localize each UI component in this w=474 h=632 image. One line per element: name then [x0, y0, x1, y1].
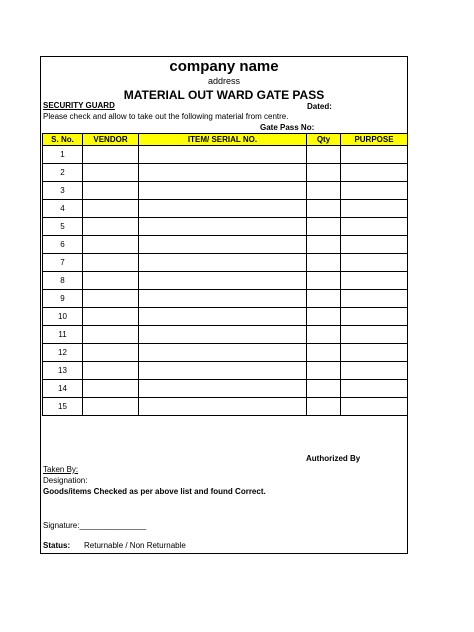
table-row [43, 200, 408, 218]
table-cell [139, 146, 307, 164]
table-cell [83, 380, 139, 398]
authorized-by-label: Authorized By [306, 454, 361, 463]
company-name: company name [169, 58, 279, 75]
table-cell [341, 254, 408, 272]
table-cell [307, 182, 341, 200]
status-value: Returnable / Non Returnable [84, 541, 186, 550]
serial-number-cell: 14 [43, 380, 83, 398]
dated-label: Dated: [307, 102, 332, 111]
table-cell [307, 254, 341, 272]
serial-number-cell: 15 [43, 398, 83, 416]
table-cell [139, 326, 307, 344]
table-cell [139, 254, 307, 272]
serial-number-cell: 1 [43, 146, 83, 164]
table-cell [341, 398, 408, 416]
table-cell [307, 236, 341, 254]
serial-number-cell: 2 [43, 164, 83, 182]
material-table [42, 133, 408, 416]
table-cell [139, 236, 307, 254]
table-cell [307, 398, 341, 416]
taken-by-label: Taken By: [43, 465, 79, 474]
table-cell [307, 308, 341, 326]
table-cell [307, 290, 341, 308]
table-cell [83, 236, 139, 254]
table-row [43, 362, 408, 380]
table-row [43, 308, 408, 326]
column-header: Qty [307, 134, 341, 146]
signature-line: Signature:_______________ [43, 521, 147, 530]
table-cell [83, 398, 139, 416]
serial-number-cell: 13 [43, 362, 83, 380]
table-row [43, 236, 408, 254]
table-cell [307, 362, 341, 380]
table-row [43, 146, 408, 164]
gate-pass-no-label: Gate Pass No: [260, 123, 315, 132]
company-address: address [207, 76, 241, 86]
table-row [43, 398, 408, 416]
table-cell [139, 380, 307, 398]
serial-number-cell: 9 [43, 290, 83, 308]
serial-number-cell: 5 [43, 218, 83, 236]
table-cell [139, 290, 307, 308]
table-cell [341, 236, 408, 254]
table-row [43, 344, 408, 362]
table-row [43, 254, 408, 272]
serial-number-cell: 4 [43, 200, 83, 218]
table-header-row [43, 134, 408, 146]
designation-label: Designation: [43, 476, 88, 485]
column-header: S. No. [43, 134, 83, 146]
table-cell [139, 362, 307, 380]
table-cell [83, 146, 139, 164]
table-cell [307, 164, 341, 182]
table-cell [341, 272, 408, 290]
table-cell [139, 344, 307, 362]
table-cell [341, 200, 408, 218]
table-cell [83, 254, 139, 272]
table-cell [139, 398, 307, 416]
table-cell [83, 308, 139, 326]
serial-number-cell: 10 [43, 308, 83, 326]
table-cell [307, 146, 341, 164]
table-cell [139, 308, 307, 326]
table-row [43, 164, 408, 182]
table-cell [83, 218, 139, 236]
table-row [43, 272, 408, 290]
serial-number-cell: 7 [43, 254, 83, 272]
table-cell [83, 200, 139, 218]
table-row [43, 182, 408, 200]
instruction-text: Please check and allow to take out the following material from centre. [43, 112, 289, 121]
table-cell [341, 362, 408, 380]
serial-number-cell: 8 [43, 272, 83, 290]
table-row [43, 326, 408, 344]
serial-number-cell: 3 [43, 182, 83, 200]
gate-pass-form [40, 56, 408, 554]
serial-number-cell: 12 [43, 344, 83, 362]
serial-number-cell: 6 [43, 236, 83, 254]
column-header: ITEM/ SERIAL NO. [139, 134, 307, 146]
status-label: Status: [43, 541, 71, 550]
table-cell [341, 326, 408, 344]
table-cell [83, 164, 139, 182]
form-title: MATERIAL OUT WARD GATE PASS [123, 88, 325, 102]
table-row [43, 380, 408, 398]
table-cell [139, 218, 307, 236]
security-guard-label: SECURITY GUARD [43, 101, 115, 110]
column-header: VENDOR [83, 134, 139, 146]
table-cell [83, 344, 139, 362]
table-cell [307, 200, 341, 218]
table-body [43, 146, 408, 416]
table-cell [307, 344, 341, 362]
table-cell [307, 218, 341, 236]
table-cell [307, 380, 341, 398]
table-cell [341, 308, 408, 326]
table-cell [341, 344, 408, 362]
table-cell [139, 164, 307, 182]
table-cell [341, 182, 408, 200]
table-cell [83, 362, 139, 380]
table-cell [307, 272, 341, 290]
table-cell [307, 326, 341, 344]
serial-number-cell: 11 [43, 326, 83, 344]
table-cell [83, 272, 139, 290]
table-cell [139, 182, 307, 200]
table-row [43, 218, 408, 236]
table-cell [341, 290, 408, 308]
table-cell [139, 200, 307, 218]
table-cell [83, 326, 139, 344]
table-cell [341, 164, 408, 182]
column-header: PURPOSE [341, 134, 408, 146]
table-cell [341, 218, 408, 236]
table-row [43, 290, 408, 308]
table-cell [341, 380, 408, 398]
table-cell [139, 272, 307, 290]
table-cell [83, 290, 139, 308]
table-cell [341, 146, 408, 164]
table-cell [83, 182, 139, 200]
goods-checked-statement: Goods/items Checked as per above list and found Correct. [43, 487, 266, 496]
